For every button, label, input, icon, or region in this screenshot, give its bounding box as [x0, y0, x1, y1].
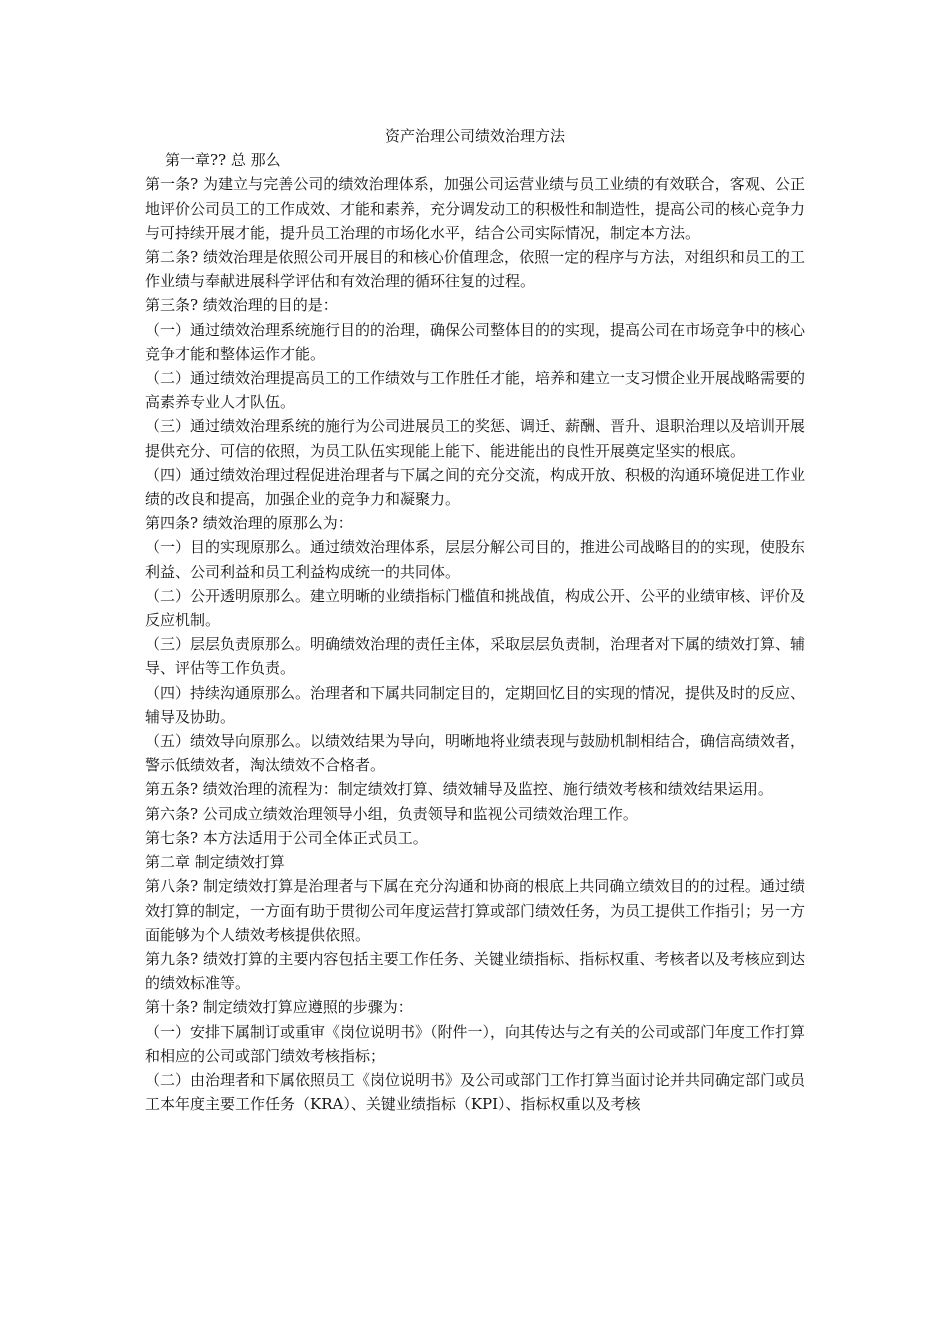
chapter-heading: 第一章?? 总 那么 [165, 151, 281, 170]
paragraph: 第八条? 制定绩效打算是治理者与下属在充分沟通和协商的根底上共同确立绩效目的的过程。通过绩效打算的制定，一方面有助于贯彻公司年度运营打算或部门绩效任务，为员工提供工作指引；另一方面能够为个人绩效考核提供依照。 [145, 877, 806, 944]
document-title: 资产治理公司绩效治理方法 [384, 127, 565, 145]
paragraph: （二）通过绩效治理提高员工的工作绩效与工作胜任才能，培养和建立一支习惯企业开展战略需要的高素养专业人才队伍。 [145, 369, 806, 412]
paragraph: 第二条? 绩效治理是依照公司开展目的和核心价值理念，依照一定的程序与方法，对组织和员工的工作业绩与奉献进展科学评估和有效治理的循环往复的过程。 [145, 248, 805, 291]
document-body [145, 124, 805, 1116]
paragraph: 第三条? 绩效治理的目的是： [145, 296, 338, 315]
paragraph: （四）通过绩效治理过程促进治理者与下属之间的充分交流，构成开放、积极的沟通环境促进工作业绩的改良和提高，加强企业的竞争力和凝聚力。 [145, 465, 806, 509]
paragraph: （一）目的实现原那么。通过绩效治理体系，层层分解公司目的，推进公司战略目的的实现，使股东利益、公司利益和员工利益构成统一的共同体。 [145, 538, 806, 581]
paragraph: （二）公开透明原那么。建立明晰的业绩指标门槛值和挑战值，构成公开、公平的业绩审核、评价及反应机制。 [145, 586, 806, 630]
paragraph: （二）由治理者和下属依照员工《岗位说明书》及公司或部门工作打算当面讨论并共同确定部门或员工本年度主要工作任务（KRA）、关键业绩指标（KPI）、指标权重以及考核 [145, 1070, 806, 1114]
paragraph: 第一条? 为建立与完善公司的绩效治理体系，加强公司运营业绩与员工业绩的有效联合，客观、公正地评价公司员工的工作成效、才能和素养，充分调发动工的积极性和制造性，提高公司的核心竞争力与可持续开展才能，提升员工治理的市场化水平，结合公司实际情况，制定本方法。 [145, 175, 806, 242]
paragraph: （一）安排下属制订或重审《岗位说明书》（附件一），向其传达与之有关的公司或部门年度工作打算和相应的公司或部门绩效考核指标； [145, 1022, 806, 1065]
paragraph: 第五条? 绩效治理的流程为：制定绩效打算、绩效辅导及监控、施行绩效考核和绩效结果运用。 [145, 780, 773, 799]
paragraph: （三）通过绩效治理系统的施行为公司进展员工的奖惩、调迁、薪酬、晋升、退职治理以及培训开展提供充分、可信的依照，为员工队伍实现能上能下、能进能出的良性开展奠定坚实的根底。 [145, 417, 806, 460]
chapter-heading: 第二章 制定绩效打算 [145, 853, 285, 872]
paragraph: 第四条? 绩效治理的原那么为： [145, 514, 353, 533]
paragraph: 第七条? 本方法适用于公司全体正式员工。 [145, 828, 428, 847]
paragraph: （三）层层负责原那么。明确绩效治理的责任主体，采取层层负责制，治理者对下属的绩效打算、辅导、评估等工作负责。 [145, 635, 806, 678]
paragraph: 第九条? 绩效打算的主要内容包括主要工作任务、关键业绩指标、指标权重、考核者以及考核应到达的绩效标准等。 [145, 949, 805, 993]
paragraph: （五）绩效导向原那么。以绩效结果为导向，明晰地将业绩表现与鼓励机制相结合，确信高绩效者，警示低绩效者，淘汰绩效不合格者。 [145, 732, 806, 775]
paragraph: 第十条? 制定绩效打算应遵照的步骤为： [145, 998, 413, 1017]
paragraph: 第六条? 公司成立绩效治理领导小组，负责领导和监视公司绩效治理工作。 [145, 804, 638, 823]
paragraph: （一）通过绩效治理系统施行目的的治理，确保公司整体目的的实现，提高公司在市场竞争中的核心竞争才能和整体运作才能。 [145, 320, 806, 363]
paragraph: （四）持续沟通原那么。治理者和下属共同制定目的，定期回忆目的实现的情况，提供及时的反应、辅导及协助。 [145, 683, 806, 726]
